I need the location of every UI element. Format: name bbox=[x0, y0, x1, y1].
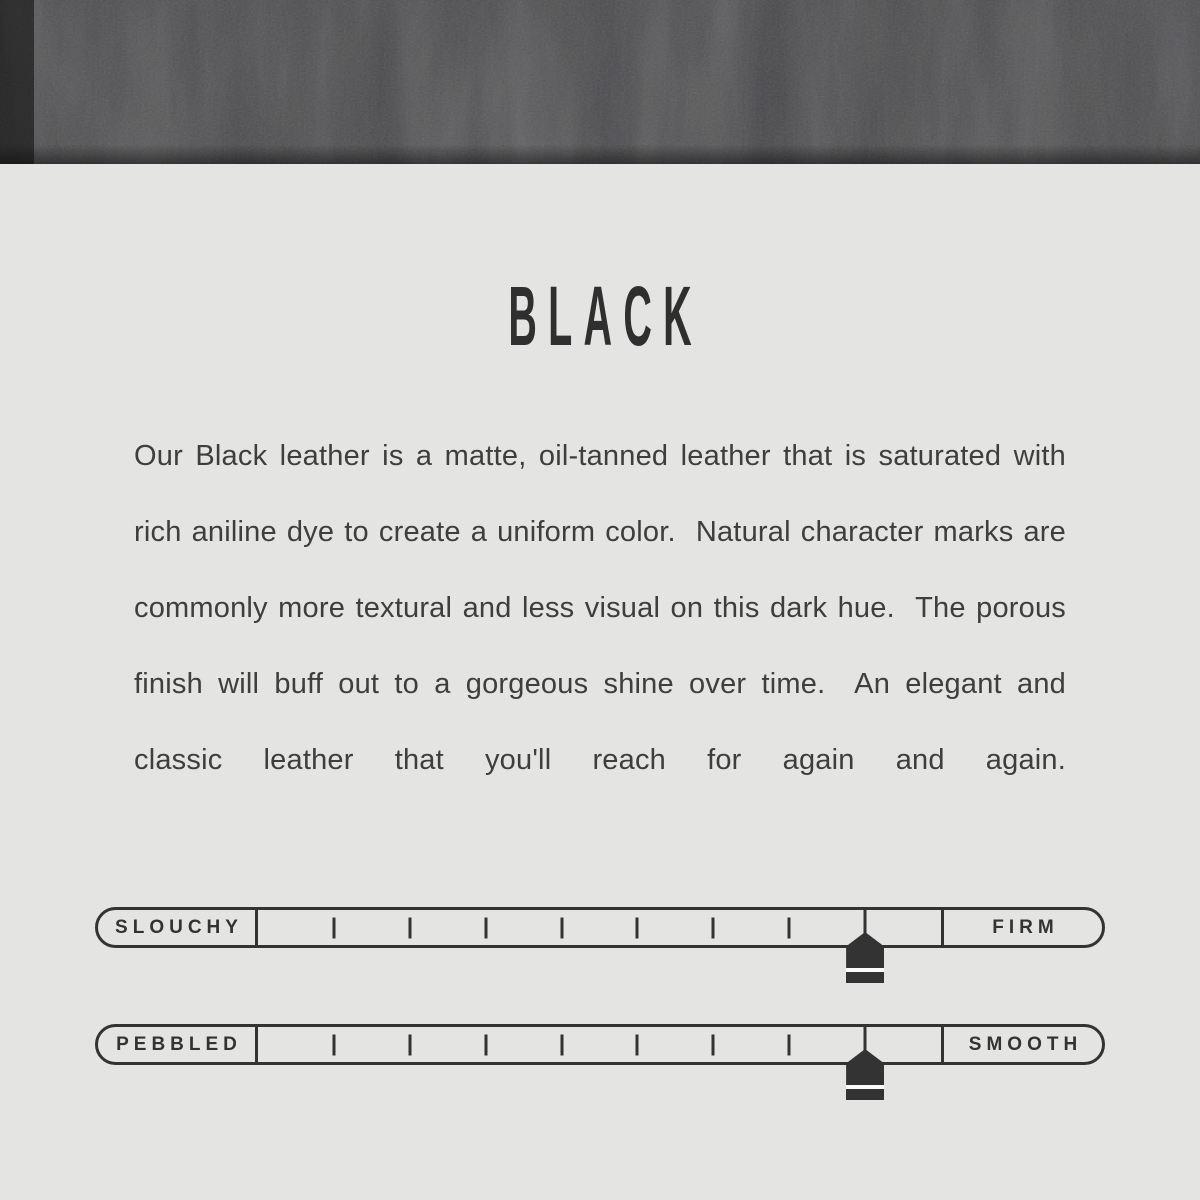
page-title: BLACK bbox=[508, 269, 703, 363]
firmness-scale-left-cell bbox=[98, 910, 258, 945]
firmness-marker-base bbox=[846, 972, 884, 983]
texture-scale-tick bbox=[636, 1034, 639, 1055]
texture-scale-track bbox=[258, 1027, 941, 1062]
texture-scale-tick bbox=[712, 1034, 715, 1055]
firmness-scale-left-label: SLOUCHY bbox=[115, 916, 243, 938]
firmness-scale-tick bbox=[332, 917, 335, 938]
texture-scale-tick bbox=[788, 1034, 791, 1055]
texture-scale-right-label: SMOOTH bbox=[968, 1033, 1083, 1055]
firmness-scale-marker-icon bbox=[846, 932, 884, 983]
firmness-scale-tick bbox=[788, 917, 791, 938]
firmness-marker-head bbox=[846, 932, 884, 968]
leather-texture-graphic bbox=[0, 0, 1200, 164]
texture-scale-tick bbox=[332, 1034, 335, 1055]
texture-scale-right-cell bbox=[941, 1027, 1102, 1062]
firmness-scale-tick bbox=[408, 917, 411, 938]
texture-scale-tick bbox=[484, 1034, 487, 1055]
texture-scale-marker-icon bbox=[846, 1049, 884, 1100]
firmness-scale-right-label: FIRM bbox=[992, 916, 1059, 938]
texture-scale-left-cell bbox=[98, 1027, 258, 1062]
texture-scale-tick bbox=[408, 1034, 411, 1055]
firmness-scale-tick bbox=[636, 917, 639, 938]
firmness-scale-right-cell bbox=[941, 910, 1102, 945]
firmness-scale-tick bbox=[484, 917, 487, 938]
title-row bbox=[0, 269, 1200, 363]
texture-marker-base bbox=[846, 1089, 884, 1100]
texture-marker-head bbox=[846, 1049, 884, 1085]
texture-scale bbox=[95, 1024, 1105, 1065]
firmness-scale-tick bbox=[560, 917, 563, 938]
texture-scale-left-label: PEBBLED bbox=[116, 1033, 242, 1055]
firmness-scale-track bbox=[258, 910, 941, 945]
leather-attribute-scales bbox=[95, 907, 1105, 1065]
firmness-scale-tick bbox=[712, 917, 715, 938]
firmness-scale bbox=[95, 907, 1105, 948]
texture-scale-tick bbox=[560, 1034, 563, 1055]
color-description: Our Black leather is a matte, oil-tanned leather that is saturated with rich aniline dye to create a uniform color. Natural character marks are commonly more textural and less visual on this dark hue. The porous finish will buff out to a gorgeous shine over time. An elegant and classic leather that you'll reach for again and again. bbox=[134, 440, 1075, 776]
leather-swatch-image bbox=[0, 0, 1200, 164]
